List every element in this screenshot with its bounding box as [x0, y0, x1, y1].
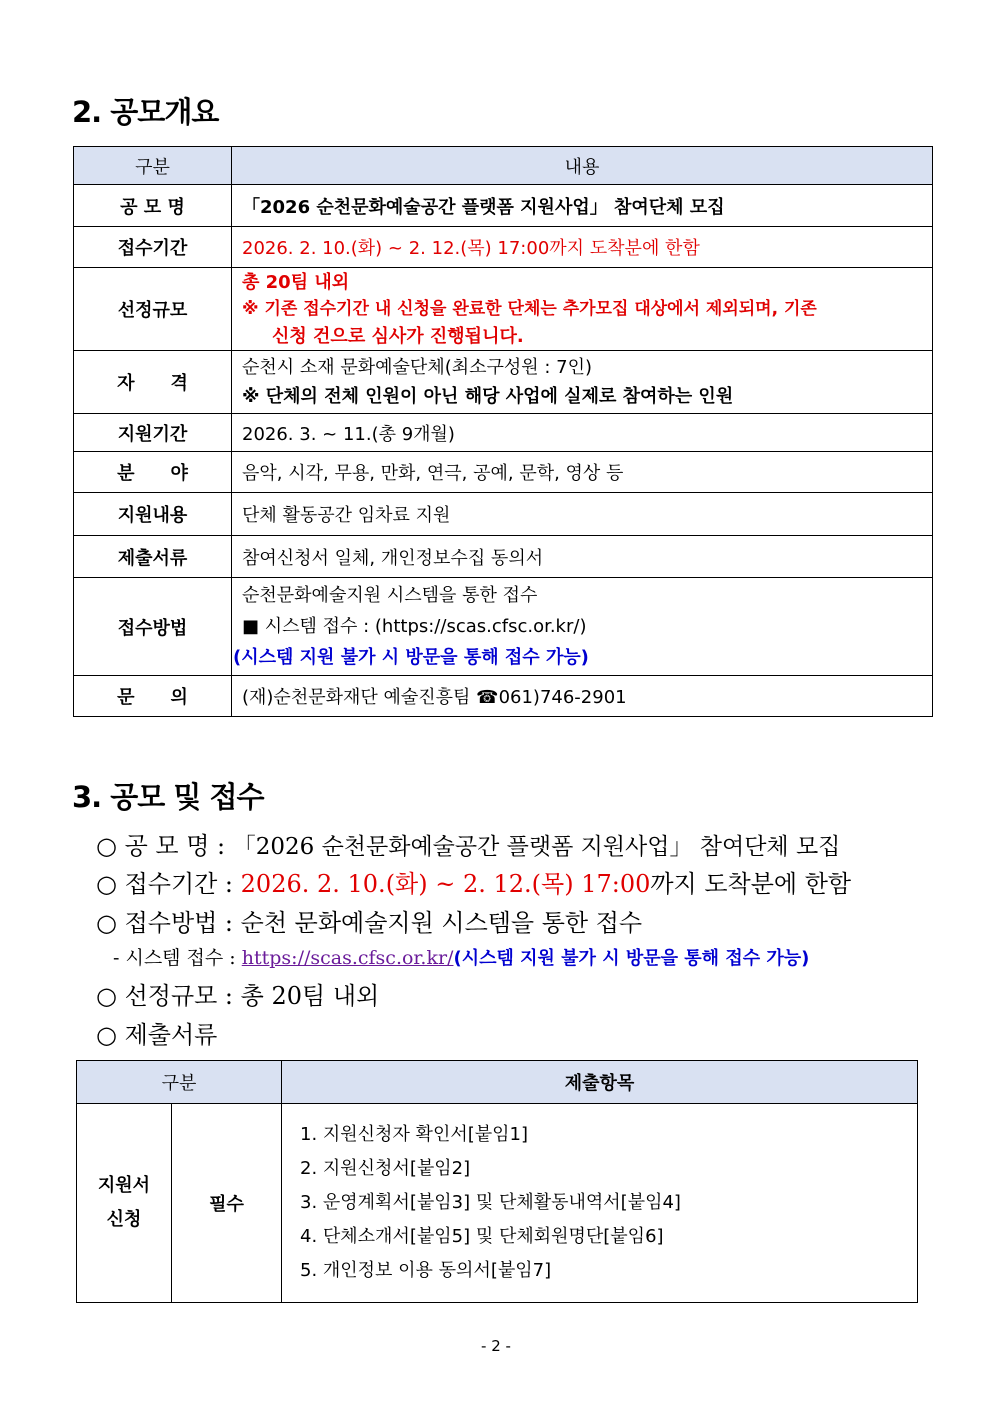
doc-item: 5. 개인정보 이용 동의서[붙임7]	[300, 1260, 552, 1281]
label-support-period: 지원기간	[74, 414, 232, 452]
item-period-rest: 까지 도착분에 한함	[650, 870, 852, 898]
method-line1: 순천문화예술지원 시스템을 통한 접수	[242, 585, 538, 606]
value-name: 「2026 순천문화예술공간 플랫폼 지원사업」 참여단체 모집	[232, 185, 933, 227]
qualification-line1: 순천시 소재 문화예술단체(최소구성원 : 7인)	[242, 357, 593, 378]
item-method: ○ 접수방법 : 순천 문화예술지원 시스템을 통한 접수	[96, 909, 643, 937]
item-period-red: 2026. 2. 10.(화) ~ 2. 12.(목) 17:00	[240, 870, 651, 898]
item-name-label: ○ 공 모 명 :	[96, 832, 233, 860]
doc-group-line2: 신청	[106, 1209, 142, 1230]
section3-title: 3. 공모 및 접수	[72, 780, 264, 814]
value-qualification	[232, 351, 933, 414]
doc-type: 필수	[172, 1104, 282, 1303]
header-category: 구분	[74, 147, 232, 185]
doc-items	[282, 1104, 918, 1303]
doc-item: 1. 지원신청자 확인서[붙임1]	[300, 1124, 528, 1145]
sub-label: - 시스템 접수 :	[113, 947, 242, 969]
scale-line1: 총 20팀 내외	[242, 271, 350, 293]
label-qualification: 자 격	[74, 351, 232, 414]
label-documents: 제출서류	[74, 536, 232, 578]
label-field: 분 야	[74, 452, 232, 493]
doc-item-list	[300, 1118, 907, 1288]
method-line2: ■ 시스템 접수 : (https://scas.cfsc.or.kr/)	[242, 616, 587, 637]
documents-table	[76, 1060, 918, 1303]
item-name	[96, 826, 840, 861]
value-period: 2026. 2. 10.(화) ~ 2. 12.(목) 17:00까지 도착분에 한함	[232, 227, 933, 268]
method-line3: (시스템 지원 불가 시 방문을 통해 접수 가능)	[233, 647, 589, 668]
qualification-line2: ※ 단체의 전체 인원이 아닌 해당 사업에 실제로 참여하는 인원	[242, 386, 734, 407]
value-method	[232, 578, 933, 676]
doc-group	[77, 1104, 172, 1303]
scale-line2: ※ 기존 접수기간 내 신청을 완료한 단체는 추가모집 대상에서 제외되며, 기존	[242, 298, 817, 319]
value-documents: 참여신청서 일체, 개인정보수집 동의서	[232, 536, 933, 578]
section2-title: 2. 공모개요	[72, 95, 219, 129]
doc-item: 2. 지원신청서[붙임2]	[300, 1158, 471, 1179]
item-period	[96, 864, 851, 899]
scale-line3: 신청 건으로 심사가 진행됩니다.	[272, 325, 524, 347]
item-documents: ○ 제출서류	[96, 1021, 218, 1049]
page-number: - 2 -	[481, 1337, 511, 1355]
label-scale: 선정규모	[74, 268, 232, 351]
item-name-value: 「2026 순천문화예술공간 플랫폼 지원사업」 참여단체 모집	[232, 834, 841, 860]
label-contact: 문 의	[74, 676, 232, 717]
label-content: 지원내용	[74, 493, 232, 536]
value-contact: (재)순천문화재단 예술진흥팀 ☎061)746-2901	[232, 676, 933, 717]
value-content: 단체 활동공간 임차료 지원	[232, 493, 933, 536]
doc-item: 4. 단체소개서[붙임5] 및 단체회원명단[붙임6]	[300, 1226, 664, 1247]
overview-table	[73, 146, 933, 717]
header-content: 내용	[232, 147, 933, 185]
value-scale	[232, 268, 933, 351]
doc-group-line1: 지원서	[97, 1175, 151, 1196]
sub-note: (시스템 지원 불가 시 방문을 통해 접수 가능)	[453, 948, 810, 969]
label-period: 접수기간	[74, 227, 232, 268]
item-scale: ○ 선정규모 : 총 20팀 내외	[96, 982, 380, 1010]
value-support-period: 2026. 3. ~ 11.(총 9개월)	[232, 414, 933, 452]
doc-item: 3. 운영계획서[붙임3] 및 단체활동내역서[붙임4]	[300, 1192, 681, 1213]
value-field: 음악, 시각, 무용, 만화, 연극, 공예, 문학, 영상 등	[232, 452, 933, 493]
label-method: 접수방법	[74, 578, 232, 676]
doc-header-category: 구분	[77, 1061, 282, 1104]
item-period-label: ○ 접수기간 :	[96, 870, 241, 898]
item-method-sub	[113, 943, 809, 970]
system-link[interactable]: https://scas.cfsc.or.kr/	[241, 947, 454, 969]
doc-header-items: 제출항목	[282, 1061, 918, 1104]
label-name: 공 모 명	[74, 185, 232, 227]
